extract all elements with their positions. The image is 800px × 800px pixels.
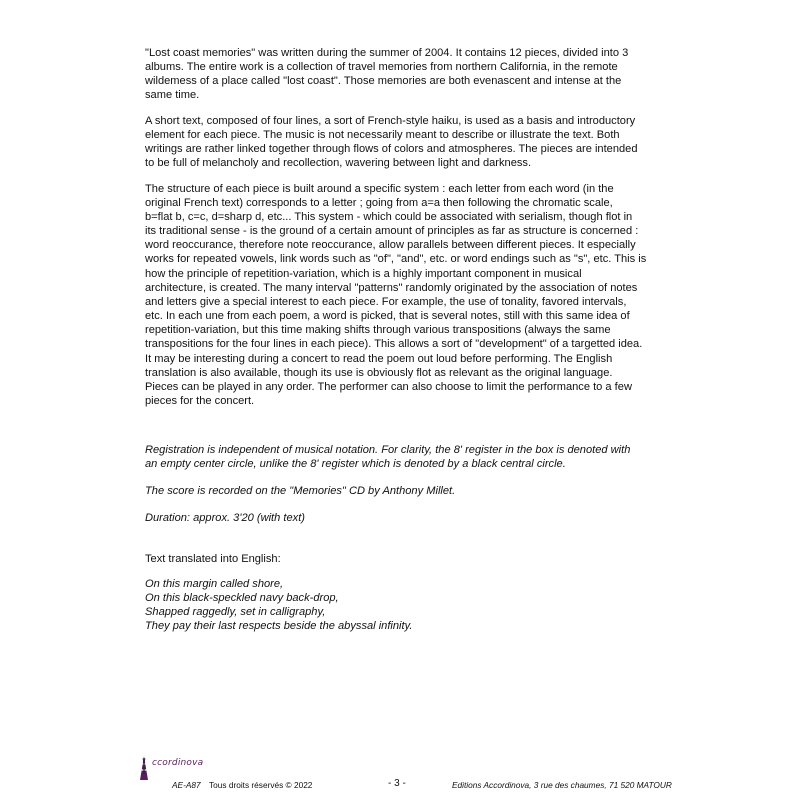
duration-note (145, 511, 655, 525)
text-line: etc. In each une from each poem, a word is picked, that is several notes, still with this same idea of (145, 309, 630, 322)
translation-heading (145, 552, 655, 566)
text-line: to be full of melancholy and recollection, wavering between light and darkness. (145, 157, 532, 170)
publisher-address: Editions Accordinova, 3 rue des chaumes, 71 520 MATOUR (452, 780, 672, 790)
text-line: Pieces can be played in any order. The performer can also choose to limit the performance to a few (145, 381, 632, 394)
text-line: b=flat b, c=c, d=sharp d, etc... This system - which could be associated with serialism, though flot in (145, 211, 633, 224)
document-code: AE-A87 (172, 780, 201, 790)
text-line: word reoccurance, therefore note reoccurance, allow parallels between different pieces. It especially (145, 239, 636, 252)
recording-note (145, 484, 655, 498)
text-line: Duration: approx. 3'20 (with text) (145, 512, 305, 524)
structure-paragraph (145, 182, 655, 351)
text-line: translation is also available, though its use is obviously flot as relevant as the original language. (145, 367, 613, 380)
poem-line: On this black-speckled navy back-drop, (145, 592, 339, 605)
text-line: works for repeated vowels, link words such as "of", "and", etc. or word endings such as "s", etc. This is (145, 253, 647, 266)
performance-paragraph (145, 352, 655, 408)
text-line: how the principle of repetition-variation, which is a highly important component in musical (145, 267, 582, 280)
text-line: wildemess of a place called "lost coast". Those memories are both evenascent and intense at the (145, 75, 622, 88)
poem-line: They pay their last respects beside the abyssal infinity. (145, 620, 413, 633)
text-line: transpositions for the four lines in each piece). This allows a sort of "development" of a targetted idea. (145, 338, 643, 351)
text-line: It may be interesting during a concert to read the poem out loud before performing. The English (145, 353, 613, 365)
text-line: Text translated into English: (145, 553, 281, 565)
text-line: architecture, is created. The many interval "patterns" randomly originated by the association of notes (145, 281, 638, 294)
poem-line: Shapped raggedly, set in calligraphy, (145, 606, 326, 619)
text-line: its traditional sense - is the ground of a certain amount of principles as far as structure is concerned : (145, 225, 639, 238)
text-line: The score is recorded on the "Memories" CD by Anthony Millet. (145, 485, 456, 497)
intro-paragraph (145, 46, 655, 102)
text-line: pieces for the concert. (145, 395, 255, 408)
text-line: A short text, composed of four lines, a sort of French-style haiku, is used as a basis and introductory (145, 115, 636, 127)
text-line: and letters give a special interest to each piece. For example, the use of tonality, favored intervals, (145, 295, 627, 308)
text-line: The structure of each piece is built around a specific system : each letter from each word (in the (145, 183, 614, 195)
text-line: "Lost coast memories" was written during the summer of 2004. It contains 12 pieces, divided into 3 (145, 47, 629, 59)
copyright-notice: Tous droits réservés © 2022 (209, 780, 313, 790)
page-number: - 3 - (388, 778, 406, 789)
text-line: original French text) corresponds to a letter ; going from a=a then following the chromatic scale, (145, 197, 613, 210)
text-line: an empty center circle, unlike the 8' register which is denoted by a black central circle. (145, 458, 566, 471)
translated-poem (145, 577, 655, 633)
haiku-paragraph (145, 114, 655, 170)
registration-note (145, 443, 655, 471)
logo-wordmark: ccordinova (152, 758, 204, 768)
text-line: writings are rather linked together through flows of colors and atmospheres. The pieces are intended (145, 143, 638, 156)
poem-line: On this margin called shore, (145, 578, 284, 590)
text-line: albums. The entire work is a collection of travel memories from northern California, in the remote (145, 61, 618, 74)
text-line: repetition-variation, but this time making shifts through various transpositions (always the same (145, 323, 611, 336)
text-line: same time. (145, 89, 200, 102)
text-line: element for each piece. The music is not necessarily meant to describe or illustrate the text. Both (145, 129, 620, 142)
text-line: Registration is independent of musical notation. For clarity, the 8' register in the box is denoted with (145, 444, 631, 456)
